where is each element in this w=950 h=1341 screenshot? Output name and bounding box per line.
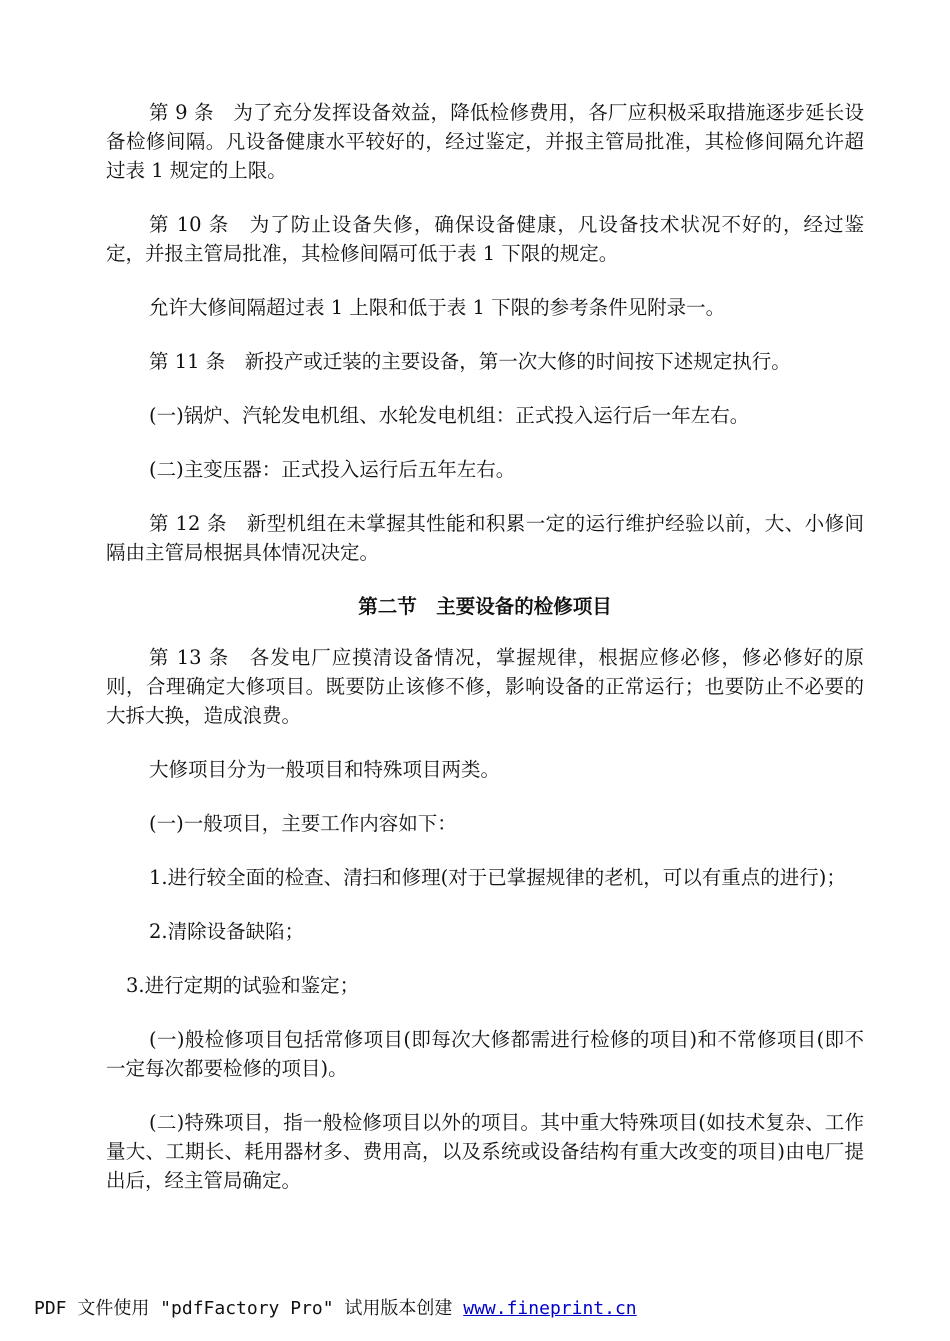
list-item-1: 1.进行较全面的检查、清扫和修理(对于已掌握规律的老机，可以有重点的进行)； bbox=[149, 866, 846, 889]
special-items: (二)特殊项目，指一般检修项目以外的项目。其中重大特殊项目(如技术复杂、工作量大、工期长、耗用器材多、费用高，以及系统或设备结构有重大改变的项目)由电厂提出后，经主管局确定。 bbox=[106, 1111, 864, 1192]
item-boiler: (一)锅炉、汽轮发电机组、水轮发电机组：正式投入运行后一年左右。 bbox=[149, 404, 750, 427]
article-10: 第 10 条 为了防止设备失修，确保设备健康，凡设备技术状况不好的，经过鉴定，并报主管局批准，其检修间隔可低于表 1 下限的规定。 bbox=[106, 213, 864, 265]
article-12: 第 12 条 新型机组在未掌握其性能和积累一定的运行维护经验以前，大、小修间隔由主管局根据具体情况决定。 bbox=[106, 512, 864, 564]
pdf-footer bbox=[34, 1296, 637, 1322]
article-11: 第 11 条 新投产或迁装的主要设备，第一次大修的时间按下述规定执行。 bbox=[149, 350, 791, 373]
list-item-2: 2.清除设备缺陷； bbox=[149, 920, 305, 943]
overhaul-categories: 大修项目分为一般项目和特殊项目两类。 bbox=[149, 758, 501, 781]
article-9: 第 9 条 为了充分发挥设备效益，降低检修费用，各厂应积极采取措施逐步延长设备检修间隔。凡设备健康水平较好的，经过鉴定，并报主管局批准，其检修间隔允许超过表 1 规定的上限。 bbox=[106, 101, 864, 182]
footer-link[interactable]: www.fineprint.cn bbox=[463, 1298, 637, 1319]
section-heading: 第二节 主要设备的检修项目 bbox=[358, 595, 612, 618]
item-transformer: (二)主变压器：正式投入运行后五年左右。 bbox=[149, 458, 516, 481]
list-item-3: 3.进行定期的试验和鉴定； bbox=[126, 974, 360, 997]
footer-text: PDF 文件使用 "pdfFactory Pro" 试用版本创建 bbox=[34, 1298, 464, 1319]
general-items-detail: (一)般检修项目包括常修项目(即每次大修都需进行检修的项目)和不常修项目(即不一定每次都要检修的项目)。 bbox=[106, 1028, 864, 1080]
article-13: 第 13 条 各发电厂应摸清设备情况，掌握规律，根据应修必修，修必修好的原则，合理确定大修项目。既要防止该修不修，影响设备的正常运行；也要防止不必要的大拆大换，造成浪费。 bbox=[106, 646, 864, 727]
document-body bbox=[106, 98, 864, 1220]
general-items-intro: (一)一般项目，主要工作内容如下： bbox=[149, 812, 457, 835]
reference-note: 允许大修间隔超过表 1 上限和低于表 1 下限的参考条件见附录一。 bbox=[149, 296, 726, 319]
